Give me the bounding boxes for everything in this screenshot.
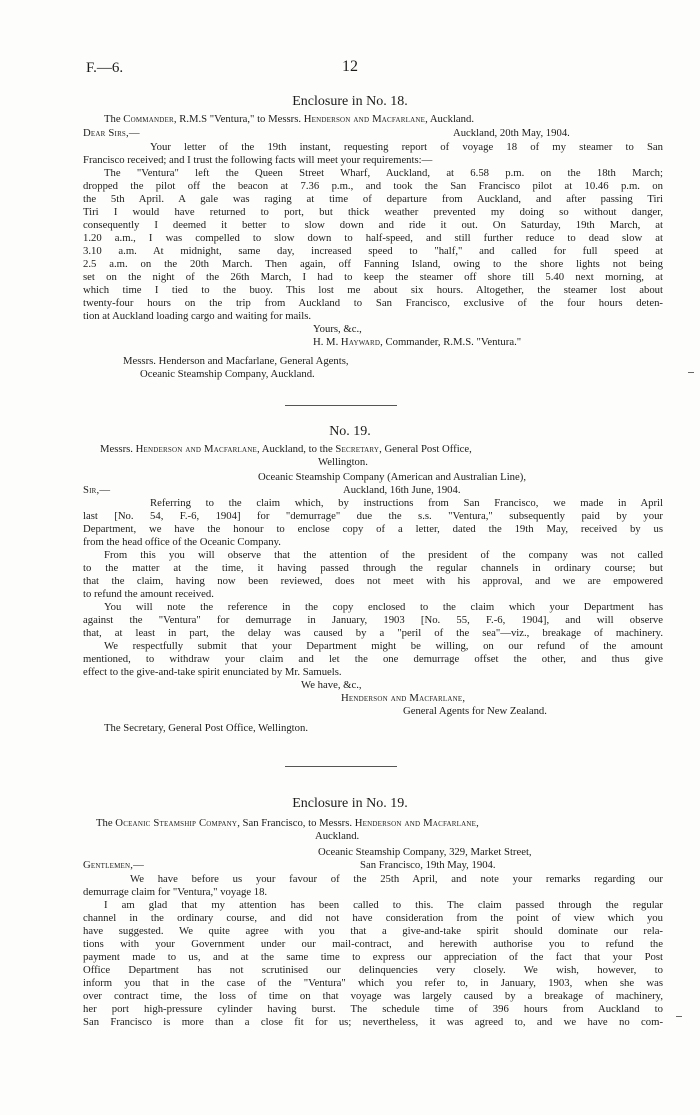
enclosure-19-line: We have before us your favour of the 25th April, and note your remarks regarding our (130, 873, 663, 885)
enclosure-18-line: Your letter of the 19th instant, requesting report of voyage 18 of my steamer to San (150, 141, 663, 153)
enclosure-19-line: Office Department has not scrutinised our delinquencies very closely. We wish, however, to (83, 964, 663, 976)
no-19-place-date: Auckland, 16th June, 1904. (343, 484, 461, 496)
enclosure-18-line: Francisco received; and I trust the following facts will meet your requirements:— (83, 154, 433, 166)
enclosure-19-line: San Francisco is more than a close fit for us; nevertheless, it was agreed to, and we have no com- (83, 1016, 663, 1028)
enclosure-18-line: consequently I deemed it better to slow down and ride it out. On Saturday, 19th March, at (83, 219, 663, 231)
document-reference: F.—6. (86, 60, 124, 76)
enclosure-19-address-city: Auckland. (315, 830, 360, 842)
enclosure-18-line: Tiri I would have returned to port, but thick weather prevented my doing so without danger, (83, 206, 663, 218)
no-19-line: You will note the reference in the copy enclosed to the claim which your Department has (104, 601, 663, 613)
enclosure-18-line: The "Ventura" left the Queen Street Wharf, Auckland, at 6.58 p.m. on the 18th March; (104, 167, 663, 179)
enclosure-19-salutation: Gentlemen,— (83, 859, 144, 871)
no-19-signature: Henderson and Macfarlane, (341, 692, 466, 704)
enclosure-19-place-date: San Francisco, 19th May, 1904. (360, 859, 496, 871)
enclosure-18-recipient: Oceanic Steamship Company, Auckland. (140, 368, 315, 380)
no-19-line: Referring to the claim which, by instructions from San Francisco, we made in April (150, 497, 663, 509)
section-divider (285, 405, 397, 406)
enclosure-18-line: which time I tied to the buoy. This lost me about six hours. Altogether, the steamer lost about (83, 284, 663, 296)
margin-mark (676, 1016, 682, 1017)
enclosure-18-line: twenty-four hours on the trip from Auckland to San Francisco, exclusive of the four hours deten- (83, 297, 663, 309)
no-19-line: from the head office of the Oceanic Company. (83, 536, 281, 548)
enclosure-18-heading: Enclosure in No. 18. (292, 94, 408, 109)
enclosure-19-line: demurrage claim for "Ventura," voyage 18. (83, 886, 268, 898)
enclosure-18-line: tion at Auckland loading cargo and waiting for mails. (83, 310, 312, 322)
enclosure-19-heading: Enclosure in No. 19. (292, 796, 408, 811)
enclosure-18-line: the 5th April. A gale was raging at time of departure from Auckland, and after passing Tiri (83, 193, 663, 205)
no-19-line: to refund the amount received. (83, 588, 214, 600)
no-19-salutation: Sir,— (83, 484, 111, 496)
enclosure-19-line: inform you that in the case of the "Ventura" which you refer to, in January, 1903, when she was (83, 977, 663, 989)
no-19-line: From this you will observe that the attention of the president of the company was not called (104, 549, 663, 561)
no-19-signature-title: General Agents for New Zealand. (403, 705, 547, 717)
enclosure-18-place-date: Auckland, 20th May, 1904. (453, 127, 570, 139)
enclosure-18-line: 2.5 a.m. on the 20th March. Then again, off Fanning Island, owing to the shore lights not being (83, 258, 663, 270)
enclosure-19-letterhead: Oceanic Steamship Company, 329, Market Street, (318, 846, 532, 858)
enclosure-18-line: 3.10 a.m. At midnight, same day, increased speed to "half," and called for full speed at (83, 245, 663, 257)
no-19-line: last [No. 54, F.-6, 1904] for "demurrage" due the s.s. "Ventura," subsequently paid by your (83, 510, 663, 522)
no-19-line: effect to the give-and-take spirit enunciated by Mr. Samuels. (83, 666, 342, 678)
enclosure-19-line: tions with your Government under our mail-contract, and herewith authorise you to refund the (83, 938, 663, 950)
no-19-heading: No. 19. (329, 424, 371, 439)
enclosure-18-signature: H. M. Hayward, Commander, R.M.S. "Ventura." (313, 336, 522, 348)
enclosure-18-line: 1.20 a.m., I was compelled to slow down to half-speed, and still further reduce to dead slow at (83, 232, 663, 244)
enclosure-18-line: dropped the pilot off the beacon at 7.36 p.m., and took the San Francisco pilot at 10.46 p.m. on (83, 180, 663, 192)
no-19-closing: We have, &c., (301, 679, 362, 691)
enclosure-18-recipient: Messrs. Henderson and Macfarlane, General Agents, (123, 355, 349, 367)
enclosure-19-line: payment made to us, and at the same time to express our appreciation of the fact that your Post (83, 951, 663, 963)
no-19-line: against the "Ventura" for demurrage in January, 1903 [No. 55, F.-6, 1904], and will observe (83, 614, 663, 626)
enclosure-18-address: The Commander, R.M.S "Ventura," to Messrs. Henderson and Macfarlane, Auckland. (104, 113, 475, 125)
enclosure-18-closing: Yours, &c., (313, 323, 362, 335)
enclosure-18-salutation: Dear Sirs,— (83, 127, 140, 139)
enclosure-19-line: over contract time, the loss of time on that voyage was largely caused by a breakage of machinery, (83, 990, 663, 1002)
no-19-address-city: Wellington. (318, 456, 368, 468)
page-number: 12 (342, 58, 358, 75)
no-19-recipient: The Secretary, General Post Office, Wellington. (104, 722, 309, 734)
margin-mark (688, 372, 694, 373)
enclosure-18-line: set on the night of the 26th March, I had to keep the steamer off shore till 5.40 next morning, at (83, 271, 663, 283)
section-divider (285, 766, 397, 767)
no-19-letterhead: Oceanic Steamship Company (American and Australian Line), (258, 471, 526, 483)
enclosure-19-line: channel in the ordinary course, and did not have consideration from the point of view which you (83, 912, 663, 924)
enclosure-19-line: I am glad that my attention has been called to this. The claim passed through the regular (104, 899, 663, 911)
no-19-line: We respectfully submit that your Department might be willing, on our refund of the amount (104, 640, 663, 652)
enclosure-19-line: have suggested. We quite agree with you that a give-and-take spirit should dominate our rela- (83, 925, 663, 937)
no-19-line: that the claim, having now been reviewed, does not meet with his approval, and we are empowered (83, 575, 663, 587)
no-19-line: to the matter at the time, it having passed through the regular channels in ordinary course; but (83, 562, 663, 574)
no-19-address: Messrs. Henderson and Macfarlane, Auckland, to the Secretary, General Post Office, (100, 443, 472, 455)
enclosure-19-line: her port high-pressure cylinder having burst. The schedule time of 396 hours from Auckland to (83, 1003, 663, 1015)
no-19-line: that, at least in part, the delay was caused by a "peril of the sea"—viz., breakage of machinery. (83, 627, 663, 639)
no-19-line: Department, we have the honour to enclose copy of a letter, dated the 19th May, received by us (83, 523, 663, 535)
no-19-line: mentioned, to withdraw your claim and let the one demurrage offset the other, and thus give (83, 653, 663, 665)
enclosure-19-address: The Oceanic Steamship Company, San Francisco, to Messrs. Henderson and Macfarlane, (96, 817, 479, 829)
